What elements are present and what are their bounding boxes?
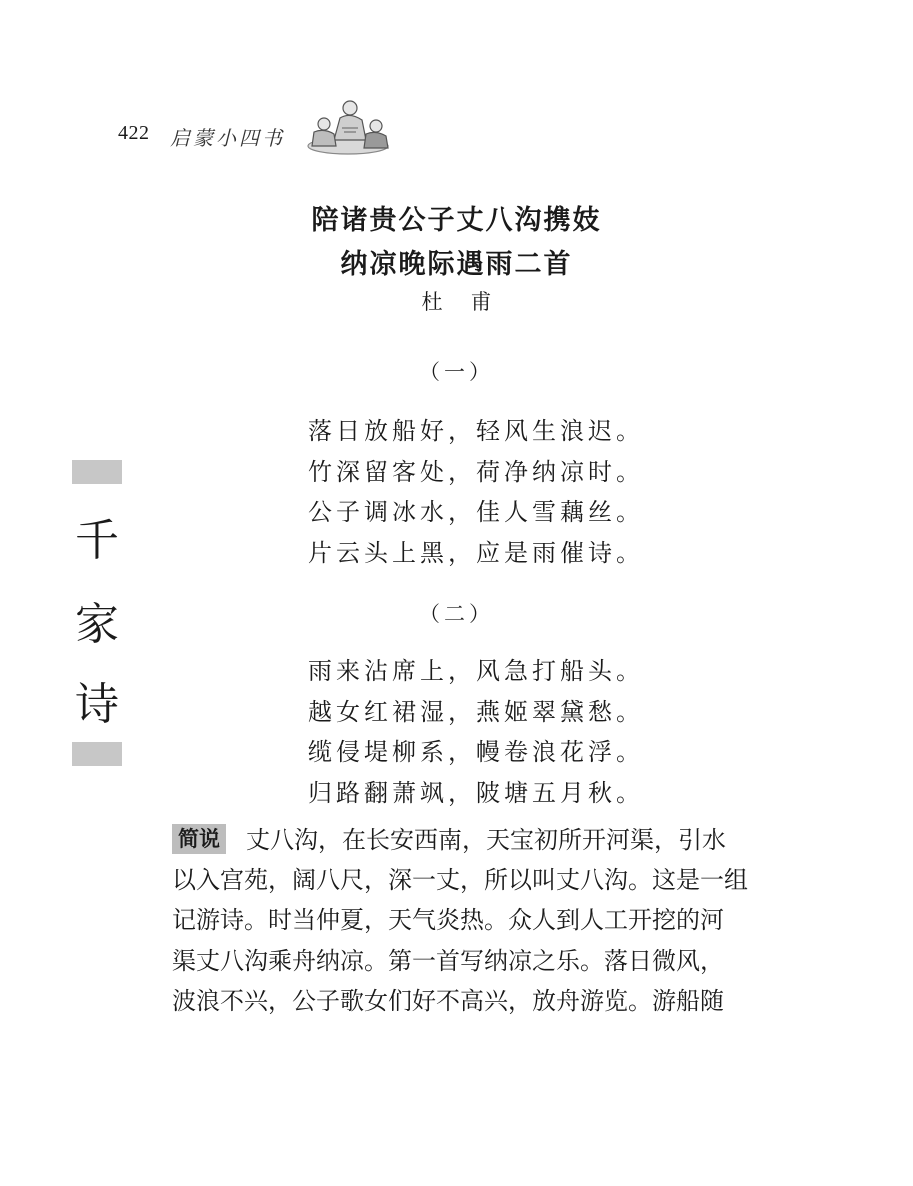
side-tab-top-bar: [72, 460, 122, 484]
side-tab-char: 诗: [75, 679, 119, 730]
poem-stanza-1: [308, 411, 644, 573]
poem-line: 越女红裙湿，燕姬翠黛愁。: [308, 697, 644, 726]
poem-title-line1: 陪诸贵公子丈八沟携妓: [311, 205, 602, 236]
commentary-label: 简说: [172, 824, 226, 854]
commentary-line: 丈八沟，在长安西南，天宝初所开河渠，引水: [246, 826, 726, 854]
page-number: 422: [118, 122, 150, 144]
poem-line: 片云头上黑，应是雨催诗。: [308, 538, 644, 567]
poem-stanza-2: [308, 651, 644, 813]
book-title: 启蒙小四书: [170, 126, 285, 150]
section-label-1: （一）: [419, 360, 494, 384]
commentary-line: 记游诗。时当仲夏，天气炎热。众人到人工开挖的河: [172, 906, 724, 935]
side-tab-char: 千: [75, 515, 119, 566]
section-label-2: （二）: [419, 602, 494, 626]
commentary-line: 渠丈八沟乘舟纳凉。第一首写纳凉之乐。落日微风，: [172, 946, 724, 975]
commentary-line: 波浪不兴，公子歌女们好不高兴，放舟游览。游船随: [172, 986, 724, 1015]
section-side-tab: [72, 460, 122, 768]
page-header: [118, 120, 418, 160]
people-illustration: [304, 98, 392, 156]
poem-line: 雨来沾席上，风急打船头。: [308, 657, 644, 685]
poem-line: 竹深留客处，荷净纳凉时。: [308, 457, 644, 486]
poem-line: 归路翻萧飒，陂塘五月秋。: [308, 778, 644, 807]
commentary-line: 以入宫苑，阔八尺，深一丈，所以叫丈八沟。这是一组: [172, 866, 748, 895]
commentary-section: [172, 820, 748, 1021]
poem-line: 公子调冰水，佳人雪藕丝。: [308, 498, 644, 526]
side-tab-bottom-bar: [72, 742, 122, 766]
poem-author: 杜甫: [421, 290, 520, 314]
poem-line: 落日放船好，轻风生浪迟。: [308, 417, 644, 445]
poem-title-line2: 纳凉晚际遇雨二首: [340, 249, 573, 280]
side-tab-char: 家: [75, 599, 119, 650]
poem-line: 缆侵堤柳系，幔卷浪花浮。: [308, 738, 644, 766]
